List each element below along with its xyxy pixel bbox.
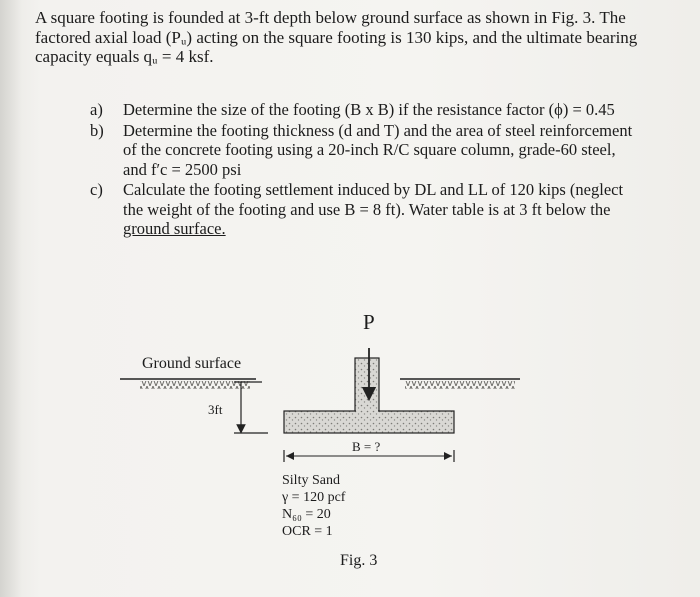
- soil-n60: N₆₀ = 20: [282, 507, 331, 522]
- ground-hatch-right: [405, 381, 515, 389]
- column-joint-cover: [356, 410, 378, 413]
- page-edge-shadow: [0, 0, 22, 597]
- question-text: Determine the footing thickness (d and T) and the area of steel reinforcement: [123, 120, 633, 140]
- question-list: [90, 100, 670, 240]
- load-label: P: [363, 310, 375, 334]
- question-marker: b): [90, 120, 104, 140]
- soil-type: Silty Sand: [282, 473, 340, 488]
- problem-statement-line: A square footing is founded at 3-ft depth below ground surface as shown in Fig. 3. The: [35, 8, 626, 27]
- width-arrow-left: [286, 452, 294, 460]
- depth-label: 3ft: [208, 402, 223, 417]
- question-text: ground surface.: [123, 219, 226, 238]
- footing-figure: [0, 290, 700, 597]
- soil-ocr: OCR = 1: [282, 524, 333, 539]
- question-text: Determine the size of the footing (B x B) if the resistance factor (ϕ) = 0.45: [123, 100, 615, 119]
- question-text: of the concrete footing using a 20-inch R/C square column, grade-60 steel,: [123, 140, 616, 159]
- column: [355, 358, 379, 413]
- problem-statement-line: factored axial load (Pᵤ) acting on the square footing is 130 kips, and the ultimate bearing: [35, 27, 638, 47]
- question-text: Calculate the footing settlement induced by DL and LL of 120 kips (neglect: [123, 180, 624, 199]
- question-text: the weight of the footing and use B = 8 ft). Water table is at 3 ft below the: [123, 199, 611, 219]
- question-marker: a): [90, 100, 103, 119]
- width-arrow-right: [444, 452, 452, 460]
- problem-statement-line: capacity equals qᵤ = 4 ksf.: [35, 47, 214, 66]
- soil-unit-weight: γ = 120 pcf: [282, 490, 346, 505]
- soil-properties: [282, 472, 345, 540]
- footing-width-label: B = ?: [352, 439, 381, 454]
- question-marker: c): [90, 180, 103, 199]
- question-c: [90, 180, 670, 239]
- problem-statement: [35, 8, 675, 67]
- question-b: [90, 121, 670, 180]
- footing-slab: [284, 411, 454, 433]
- question-text: and f′c = 2500 psi: [123, 159, 242, 179]
- footing-diagram: [0, 290, 700, 597]
- question-a: [90, 100, 670, 120]
- ground-hatch-left: [140, 381, 250, 389]
- figure-caption: Fig. 3: [340, 552, 378, 569]
- ground-surface-label: Ground surface: [142, 355, 242, 372]
